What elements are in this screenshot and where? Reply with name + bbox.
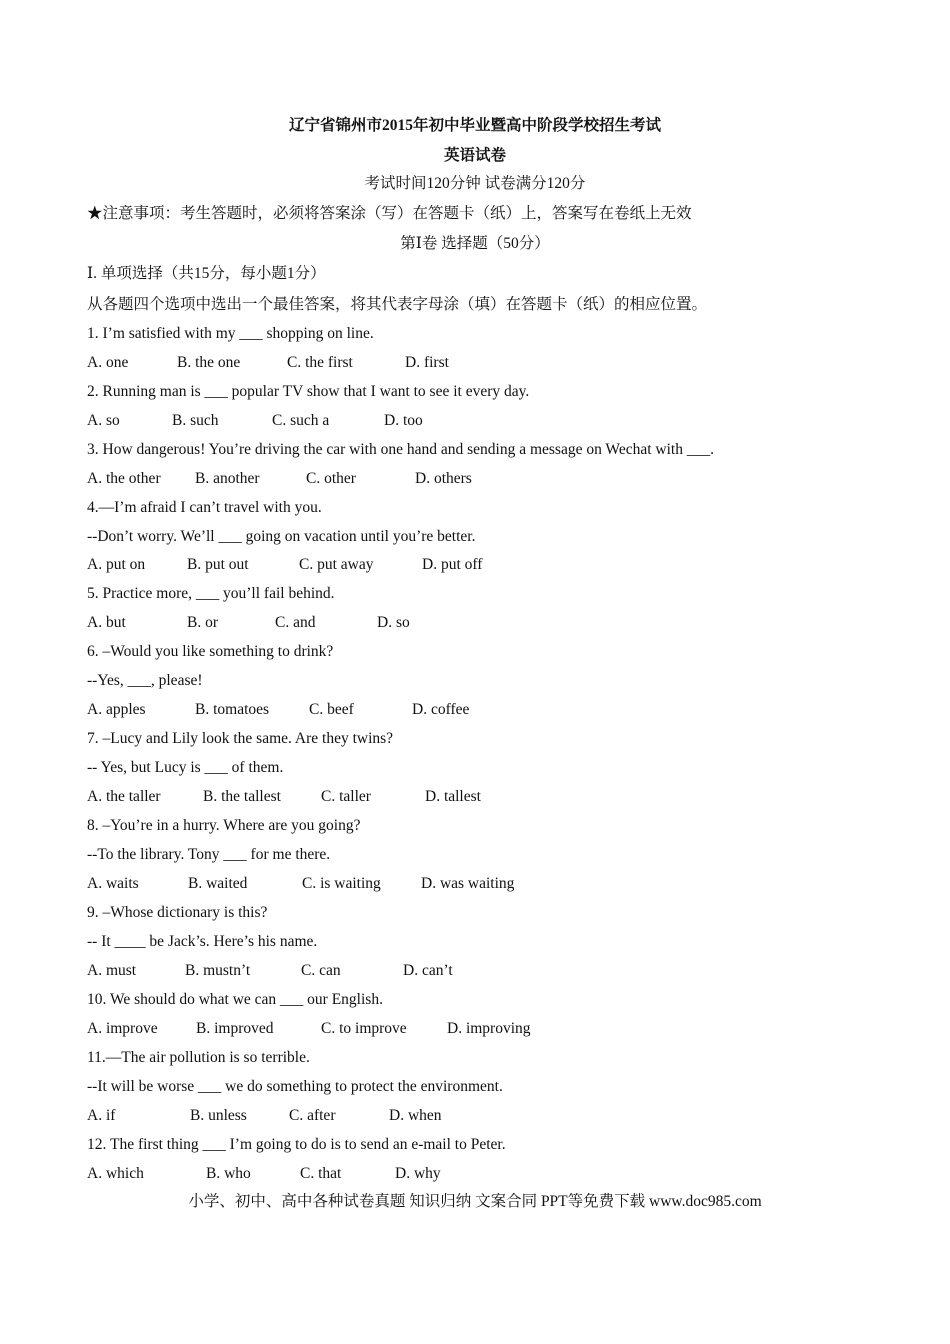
option-d: D. coffee (412, 701, 470, 718)
option-c: C. such a (272, 412, 330, 429)
exam-info: 考试时间120分钟 试卷满分120分 (364, 175, 586, 192)
option-a: A. one (87, 354, 129, 371)
option-a: A. but (87, 614, 126, 631)
option-d: D. tallest (425, 788, 481, 805)
option-a: A. so (87, 412, 120, 429)
option-a: A. must (87, 962, 137, 979)
question-stem: 9. –Whose dictionary is this? (87, 904, 268, 921)
option-a: A. waits (87, 875, 139, 892)
option-d: D. too (384, 412, 423, 429)
option-b: B. waited (188, 875, 248, 892)
footer-link[interactable]: 小学、初中、高中各种试卷真题 知识归纳 文案合同 PPT等免费下载 www.doc985.com (188, 1193, 762, 1210)
option-c: C. can (301, 962, 341, 979)
option-c: C. and (275, 614, 316, 631)
option-a: A. apples (87, 701, 146, 718)
option-d: D. first (405, 354, 449, 371)
option-c: C. to improve (321, 1020, 407, 1037)
option-a: A. the taller (87, 788, 161, 805)
option-d: D. can’t (403, 962, 453, 979)
option-b: B. tomatoes (195, 701, 270, 718)
question-stem: 5. Practice more, ___ you’ll fail behind. (87, 585, 335, 602)
options-row (87, 874, 887, 894)
question-stem: --It will be worse ___ we do something to protect the environment. (87, 1078, 503, 1095)
option-b: B. the one (177, 354, 241, 371)
question-stem: 1. I’m satisfied with my ___ shopping on line. (87, 325, 374, 342)
question-stem: --Don’t worry. We’ll ___ going on vacation until you’re better. (87, 528, 476, 545)
options-row (87, 1106, 887, 1126)
option-d: D. why (395, 1165, 441, 1182)
question-stem: -- It ____ be Jack’s. Here’s his name. (87, 933, 318, 950)
options-row (87, 961, 887, 981)
option-b: B. or (187, 614, 218, 631)
question-stem: 2. Running man is ___ popular TV show that I want to see it every day. (87, 383, 530, 400)
option-b: B. improved (196, 1020, 274, 1037)
option-a: A. the other (87, 470, 161, 487)
option-b: B. who (206, 1165, 251, 1182)
option-a: A. put on (87, 556, 146, 573)
question-stem: 3. How dangerous! You’re driving the car with one hand and sending a message on Wechat with ___. (87, 441, 714, 458)
option-d: D. put off (422, 556, 483, 573)
option-d: D. others (415, 470, 472, 487)
question-stem: 7. –Lucy and Lily look the same. Are they twins? (87, 730, 394, 747)
question-stem: 6. –Would you like something to drink? (87, 643, 334, 660)
option-d: D. when (389, 1107, 442, 1124)
option-c: C. taller (321, 788, 371, 805)
option-c: C. is waiting (302, 875, 381, 892)
question-stem: 10. We should do what we can ___ our English. (87, 991, 383, 1008)
question-stem: 12. The first thing ___ I’m going to do is to send an e-mail to Peter. (87, 1136, 506, 1153)
question-stem: 4.—I’m afraid I can’t travel with you. (87, 499, 322, 516)
option-c: C. beef (309, 701, 354, 718)
part-title: 第Ⅰ卷 选择题（50分） (400, 235, 550, 252)
option-b: B. another (195, 470, 260, 487)
exam-title: 辽宁省锦州市2015年初中毕业暨高中阶段学校招生考试 (288, 117, 661, 134)
option-b: B. mustn’t (185, 962, 251, 979)
options-row (87, 469, 887, 489)
option-b: B. the tallest (203, 788, 281, 805)
option-d: D. improving (447, 1020, 531, 1037)
question-stem: --Yes, ___, please! (87, 672, 203, 689)
options-row (87, 613, 887, 633)
question-stem: 11.—The air pollution is so terrible. (87, 1049, 310, 1066)
option-d: D. so (377, 614, 410, 631)
option-b: B. put out (187, 556, 249, 573)
options-row (87, 1019, 887, 1039)
section-instruction: 从各题四个选项中选出一个最佳答案，将其代表字母涂（填）在答题卡（纸）的相应位置。 (87, 296, 708, 313)
option-a: A. if (87, 1107, 116, 1124)
option-c: C. after (289, 1107, 336, 1124)
option-b: B. such (172, 412, 219, 429)
question-stem: --To the library. Tony ___ for me there. (87, 846, 331, 863)
options-row (87, 555, 887, 575)
options-row (87, 1164, 887, 1184)
option-d: D. was waiting (421, 875, 515, 892)
options-row (87, 353, 887, 373)
notice: ★注意事项：考生答题时，必须将答案涂（写）在答题卡（纸）上，答案写在卷纸上无效 (87, 205, 692, 222)
option-a: A. which (87, 1165, 144, 1182)
question-stem: 8. –You’re in a hurry. Where are you going? (87, 817, 361, 834)
options-row (87, 787, 887, 807)
option-c: C. other (306, 470, 356, 487)
options-row (87, 700, 887, 720)
option-a: A. improve (87, 1020, 158, 1037)
option-c: C. that (300, 1165, 342, 1182)
option-c: C. put away (299, 556, 374, 573)
question-stem: -- Yes, but Lucy is ___ of them. (87, 759, 284, 776)
option-c: C. the first (287, 354, 353, 371)
option-b: B. unless (190, 1107, 247, 1124)
section-heading: Ⅰ. 单项选择（共15分，每小题1分） (87, 265, 326, 282)
exam-subtitle: 英语试卷 (443, 147, 506, 164)
options-row (87, 411, 887, 431)
